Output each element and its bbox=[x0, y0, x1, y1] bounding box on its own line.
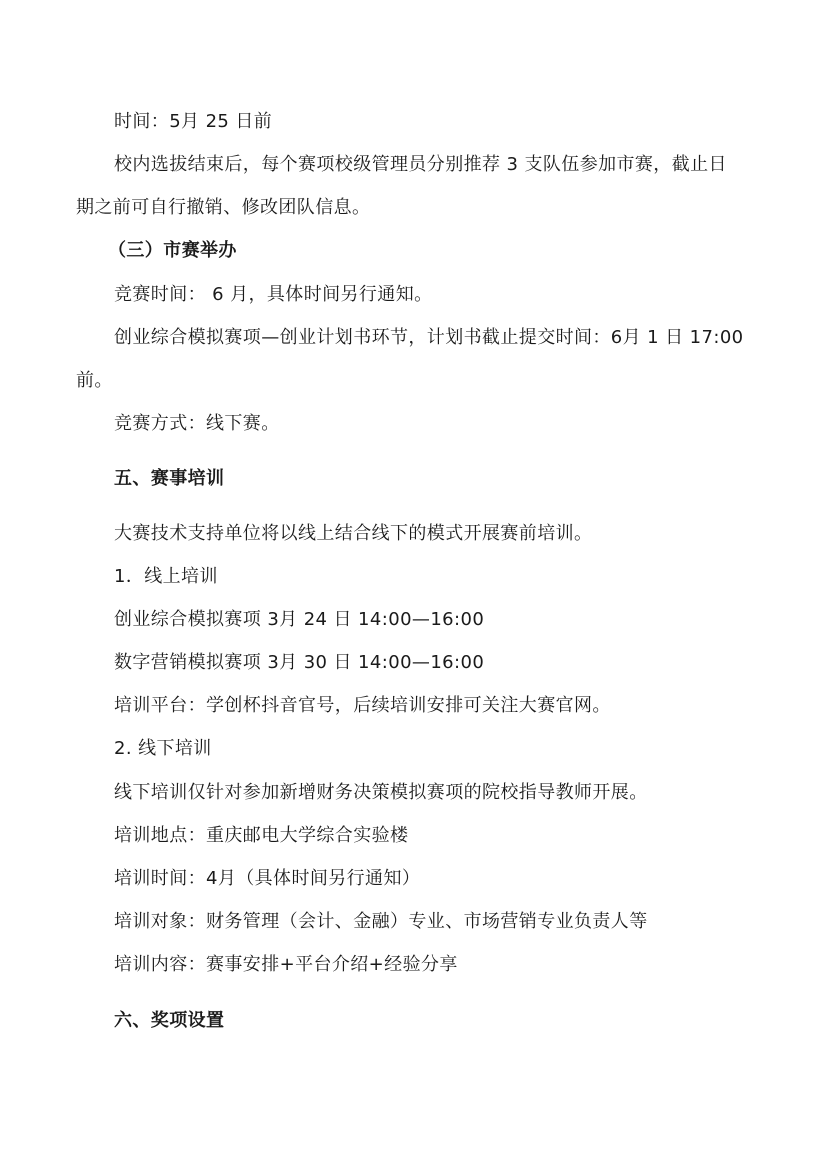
business-plan-line-2: 前。 bbox=[76, 370, 113, 391]
training-audience-line: 培训对象：财务管理（会计、金融）专业、市场营销专业负责人等 bbox=[114, 911, 648, 932]
offline-training-scope-line: 线下培训仅针对参加新增财务决策模拟赛项的院校指导教师开展。 bbox=[114, 782, 648, 803]
offline-training-heading: 2. 线下培训 bbox=[114, 738, 212, 759]
competition-time-line: 竞赛时间： 6 月，具体时间另行通知。 bbox=[114, 284, 433, 305]
selection-paragraph-line-2: 期之前可自行撤销、修改团队信息。 bbox=[76, 197, 371, 218]
training-content-line: 培训内容：赛事安排+平台介绍+经验分享 bbox=[114, 954, 458, 975]
section-heading-training: 五、赛事培训 bbox=[114, 468, 225, 489]
section-heading-awards: 六、奖项设置 bbox=[114, 1010, 225, 1031]
training-intro-line: 大赛技术支持单位将以线上结合线下的模式开展赛前培训。 bbox=[114, 523, 593, 544]
selection-paragraph-line-1: 校内选拔结束后，每个赛项校级管理员分别推荐 3 支队伍参加市赛，截止日 bbox=[114, 154, 727, 175]
training-time-line: 培训时间：4月（具体时间另行通知） bbox=[114, 868, 421, 889]
deadline-line: 时间：5月 25 日前 bbox=[114, 111, 273, 132]
online-training-item-2: 数字营销模拟赛项 3月 30 日 14:00—16:00 bbox=[114, 652, 485, 673]
training-location-line: 培训地点：重庆邮电大学综合实验楼 bbox=[114, 825, 409, 846]
online-training-heading: 1．线上培训 bbox=[114, 566, 218, 587]
subsection-heading-city-competition: （三）市赛举办 bbox=[108, 240, 237, 261]
competition-format-line: 竞赛方式：线下赛。 bbox=[114, 413, 280, 434]
online-training-item-1: 创业综合模拟赛项 3月 24 日 14:00—16:00 bbox=[114, 609, 485, 630]
training-platform-line: 培训平台：学创杯抖音官号，后续培训安排可关注大赛官网。 bbox=[114, 695, 611, 716]
business-plan-line-1: 创业综合模拟赛项—创业计划书环节，计划书截止提交时间：6月 1 日 17:00 bbox=[114, 327, 744, 348]
